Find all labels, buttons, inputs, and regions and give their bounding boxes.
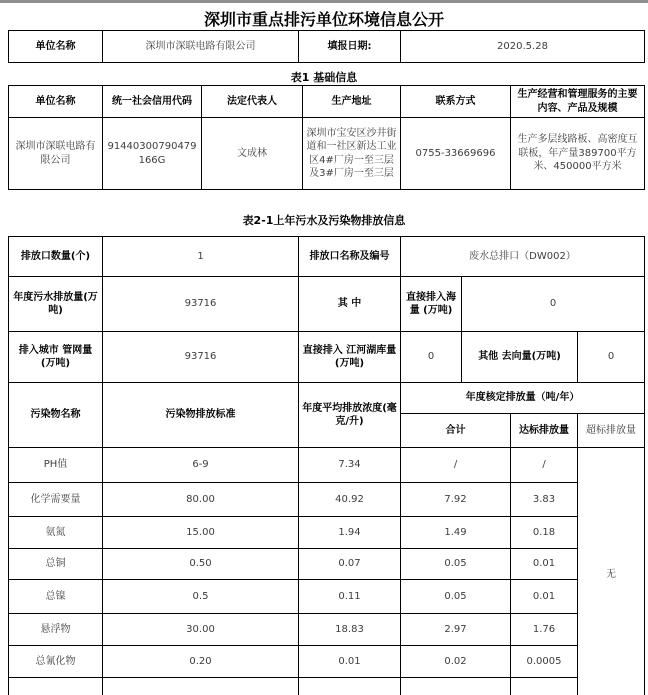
standard-cell: 0.50 [103,549,299,580]
annual-discharge-row [9,277,645,332]
concentration-cell [299,678,401,695]
compliant-cell: 0.01 [511,549,578,580]
total-cell: 0.02 [401,646,511,678]
header-table [8,30,645,63]
standard-cell: 6-9 [103,448,299,483]
annual-discharge-label: 年度污水排放量(万吨) [9,277,103,332]
col-unit-name: 单位名称 [9,86,103,118]
outlet-name-value: 废水总排口（DW002） [401,237,645,277]
concentration-cell: 0.11 [299,580,401,614]
city-pipe-value: 93716 [103,332,299,383]
pollutant-header-row-top [9,383,645,414]
river-lake-value: 0 [401,332,462,383]
pollutant-name-cell: 氨氮 [9,517,103,549]
concentration-cell: 40.92 [299,483,401,517]
compliant-cell: 3.83 [511,483,578,517]
col-exceed: 超标排放量 [578,414,645,448]
standard-cell: 0.5 [103,580,299,614]
annual-discharge-value: 93716 [103,277,299,332]
col-emission-standard: 污染物排放标准 [103,383,299,448]
city-pipe-row [9,332,645,383]
pollutant-row-suspended-solids [9,614,645,646]
among-label: 其 中 [299,277,401,332]
other-destination-value: 0 [578,332,645,383]
standard-cell: 30.00 [103,614,299,646]
pollutant-name-cell: 总镍 [9,580,103,614]
pollutant-name-cell: 化学需要量 [9,483,103,517]
concentration-cell: 18.83 [299,614,401,646]
table2-title: 表2-1上年污水及污染物排放信息 [242,214,406,227]
pollutant-row-clipped [9,678,645,695]
pollutant-row-cyanide [9,646,645,678]
total-cell: 1.49 [401,517,511,549]
concentration-cell: 0.01 [299,646,401,678]
col-pollutant-name: 污染物名称 [9,383,103,448]
standard-cell: 0.20 [103,646,299,678]
concentration-cell: 0.07 [299,549,401,580]
pollutant-name-cell: 总铜 [9,549,103,580]
col-annual-approved: 年度核定排放量（吨/年） [401,383,645,414]
total-cell [401,678,511,695]
header-table-row [9,31,645,63]
compliant-cell: / [511,448,578,483]
outlet-row [9,237,645,277]
report-date-value: 2020.5.28 [401,31,645,63]
standard-cell [103,678,299,695]
pollutant-name-cell [9,678,103,695]
unit-name-cell: 深圳市深联电路有限公司 [9,118,103,190]
concentration-cell: 1.94 [299,517,401,549]
pollutant-name-cell: 总氰化物 [9,646,103,678]
window-top-edge-bar [0,0,648,3]
compliant-cell: 0.0005 [511,646,578,678]
legal-representative-cell: 文成林 [202,118,303,190]
total-cell: / [401,448,511,483]
col-compliant: 达标排放量 [511,414,578,448]
pollutant-row-copper [9,549,645,580]
outlet-count-value: 1 [103,237,299,277]
page-title: 深圳市重点排污单位环境信息公开 [203,10,444,29]
pollutant-name-cell: 悬浮物 [9,614,103,646]
contact-cell: 0755-33669696 [401,118,511,190]
pollutant-row-ammonia [9,517,645,549]
compliant-cell: 0.01 [511,580,578,614]
total-cell: 2.97 [401,614,511,646]
production-address-cell: 深圳市宝安区沙井街道和一社区新达工业区4#厂房一至三层及3#厂房一至三层 [303,118,401,190]
basic-info-header-row [9,86,645,118]
compliant-cell: 0.18 [511,517,578,549]
compliant-cell [511,678,578,695]
business-scope-cell: 生产多层线路板、高密度互联板，年产量389700平方米、450000平方米 [511,118,645,190]
pollutant-row-ph [9,448,645,483]
compliant-cell: 1.76 [511,614,578,646]
concentration-cell: 7.34 [299,448,401,483]
col-total: 合计 [401,414,511,448]
total-cell: 7.92 [401,483,511,517]
discharge-info-table [8,236,645,695]
pollutant-row-cod [9,483,645,517]
col-business-scope: 生产经营和管理服务的主要内容、产品及规模 [511,86,645,118]
basic-info-data-row [9,118,645,190]
col-legal-representative: 法定代表人 [202,86,303,118]
col-production-address: 生产地址 [303,86,401,118]
outlet-name-label: 排放口名称及编号 [299,237,401,277]
col-contact: 联系方式 [401,86,511,118]
pollutant-row-nickel [9,580,645,614]
col-avg-concentration: 年度平均排放浓度(毫克/升) [299,383,401,448]
pollutant-name-cell: PH值 [9,448,103,483]
direct-sea-label: 直接排入海量 (万吨) [401,277,462,332]
basic-info-table [8,85,645,190]
unit-name-label: 单位名称 [9,31,103,63]
table1-title: 表1 基础信息 [290,71,358,84]
river-lake-label: 直接排入 江河湖库量 (万吨) [299,332,401,383]
total-cell: 0.05 [401,580,511,614]
unit-name-value: 深圳市深联电路有限公司 [103,31,299,63]
credit-code-cell: 91440300790479166G [103,118,202,190]
total-cell: 0.05 [401,549,511,580]
direct-sea-value: 0 [462,277,645,332]
standard-cell: 15.00 [103,517,299,549]
exceed-value-cell: 无 [578,448,645,695]
other-destination-label: 其他 去向量(万吨) [462,332,578,383]
outlet-count-label: 排放口数量(个) [9,237,103,277]
city-pipe-label: 排入城市 管网量(万吨) [9,332,103,383]
report-date-label: 填报日期: [299,31,401,63]
col-credit-code: 统一社会信用代码 [103,86,202,118]
standard-cell: 80.00 [103,483,299,517]
